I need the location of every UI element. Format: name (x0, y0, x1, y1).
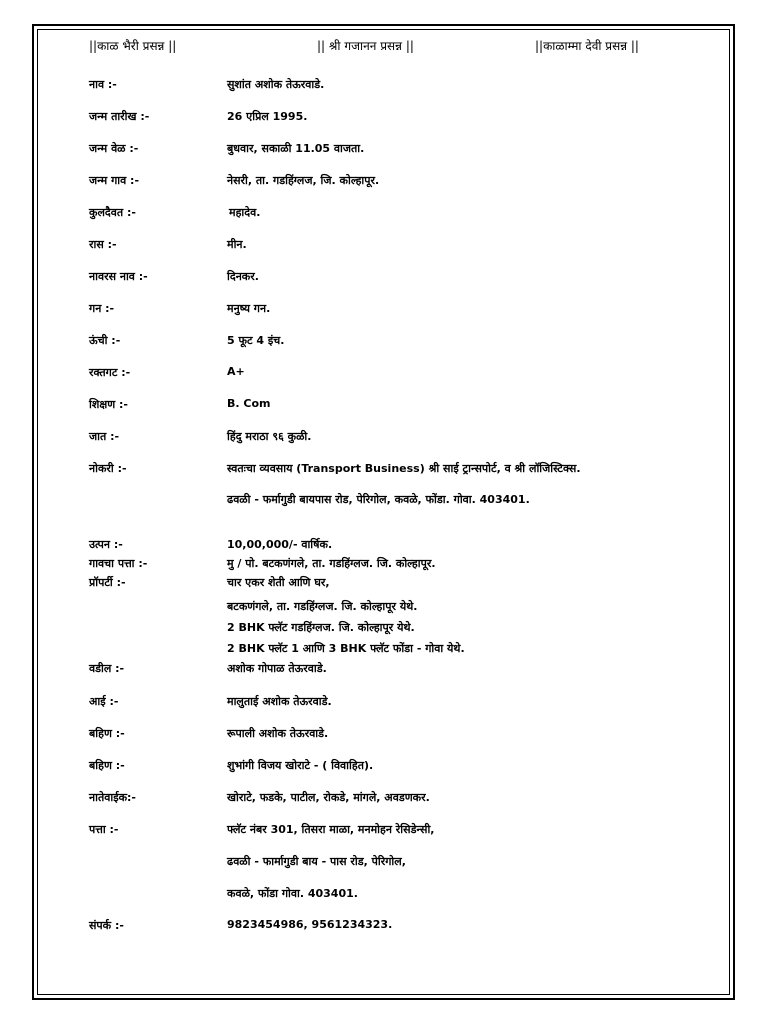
field-value: A+ (227, 365, 245, 378)
field-label: नावरस नाव :- (89, 270, 148, 283)
field-label: नातेवाईक:- (89, 791, 137, 804)
field-label: गावचा पत्ता :- (89, 557, 148, 570)
field-label: बहिण :- (89, 727, 125, 740)
field-value: दिनकर. (227, 270, 259, 283)
field-value: रूपाली अशोक तेऊरवाडे. (227, 727, 329, 740)
field-label: उत्पन :- (89, 538, 123, 551)
field-value: महादेव. (229, 206, 261, 219)
field-value: नेसरी, ता. गडहिंग्लज, जि. कोल्हापूर. (227, 174, 380, 187)
field-label: जन्म गाव :- (89, 174, 140, 187)
field-label: जन्म तारीख :- (89, 110, 150, 123)
field-label: आई :- (89, 695, 119, 708)
field-value: खोराटे, फडके, पाटील, रोकडे, मांगले, अवडणकर. (227, 791, 430, 804)
field-label: ऊंची :- (89, 334, 121, 347)
field-label: कुलदैवत :- (89, 206, 136, 219)
field-label: बहिण :- (89, 759, 125, 772)
property-line: 2 BHK फ्लॅट 1 आणि 3 BHK फ्लॅट फोंडा - गोवा येथे. (227, 642, 465, 655)
field-value: सुशांत अशोक तेऊरवाडे. (227, 78, 325, 91)
field-value: बुधवार, सकाळी 11.05 वाजता. (227, 142, 365, 155)
field-label: पत्ता :- (89, 823, 119, 836)
field-label: रास :- (89, 238, 117, 251)
field-value: शुभांगी विजय खोराटे - ( विवाहित). (227, 759, 374, 772)
address-line: कवळे, फोंडा गोवा. 403401. (227, 887, 358, 900)
field-value: स्वतःचा व्यवसाय (Transport Business) श्री साई ट्रान्सपोर्ट, व श्री लॉजिस्टिक्स. (227, 462, 581, 475)
field-value: फ्लॅट नंबर 301, तिसरा माळा, मनमोहन रेसिडेन्सी, (227, 823, 435, 836)
header-center: || श्री गजानन प्रसन्न || (317, 39, 414, 53)
field-value: हिंदु मराठा ९६ कुळी. (227, 430, 312, 443)
field-value: मु / पो. बटकणंगले, ता. गडहिंग्लज. जि. कोल्हापूर. (227, 557, 436, 570)
field-value: 9823454986, 9561234323. (227, 918, 393, 931)
field-value: 26 एप्रिल 1995. (227, 110, 308, 123)
job-address: ढवळी - फर्मागुडी बायपास रोड, पेरिगोल, कवळे, फोंडा. गोवा. 403401. (227, 493, 530, 506)
field-label: संपर्क :- (89, 919, 124, 932)
field-value: 5 फूट 4 इंच. (227, 334, 285, 347)
field-label: नोकरी :- (89, 462, 127, 475)
field-label: प्रॉपर्टी :- (89, 576, 126, 589)
field-value: B. Com (227, 397, 271, 410)
header-left: ||काळ भैरी प्रसन्न || (89, 39, 177, 53)
property-line: 2 BHK फ्लॅट गडहिंग्लज. जि. कोल्हापूर येथे. (227, 621, 415, 634)
field-value: 10,00,000/- वार्षिक. (227, 538, 333, 551)
field-label: गन :- (89, 302, 115, 315)
address-line: ढवळी - फार्मागुडी बाय - पास रोड, पेरिगोल, (227, 855, 406, 868)
field-label: जन्म वेळ :- (89, 142, 139, 155)
field-value: मनुष्य गन. (227, 302, 271, 315)
field-value: चार एकर शेती आणि घर, (227, 576, 330, 589)
field-value: अशोक गोपाळ तेऊरवाडे. (227, 662, 327, 675)
field-label: जात :- (89, 430, 120, 443)
field-label: वडील :- (89, 662, 125, 675)
property-line: बटकणंगले, ता. गडहिंग्लज. जि. कोल्हापूर येथे. (227, 600, 418, 613)
field-label: रक्तगट :- (89, 366, 131, 379)
page-border-inner (37, 29, 730, 995)
header-right: ||काळाम्मा देवी प्रसन्न || (535, 39, 639, 53)
field-label: नाव :- (89, 78, 117, 91)
field-value: मीन. (227, 238, 247, 251)
field-value: मालुताई अशोक तेऊरवाडे. (227, 695, 332, 708)
field-label: शिक्षण :- (89, 398, 128, 411)
